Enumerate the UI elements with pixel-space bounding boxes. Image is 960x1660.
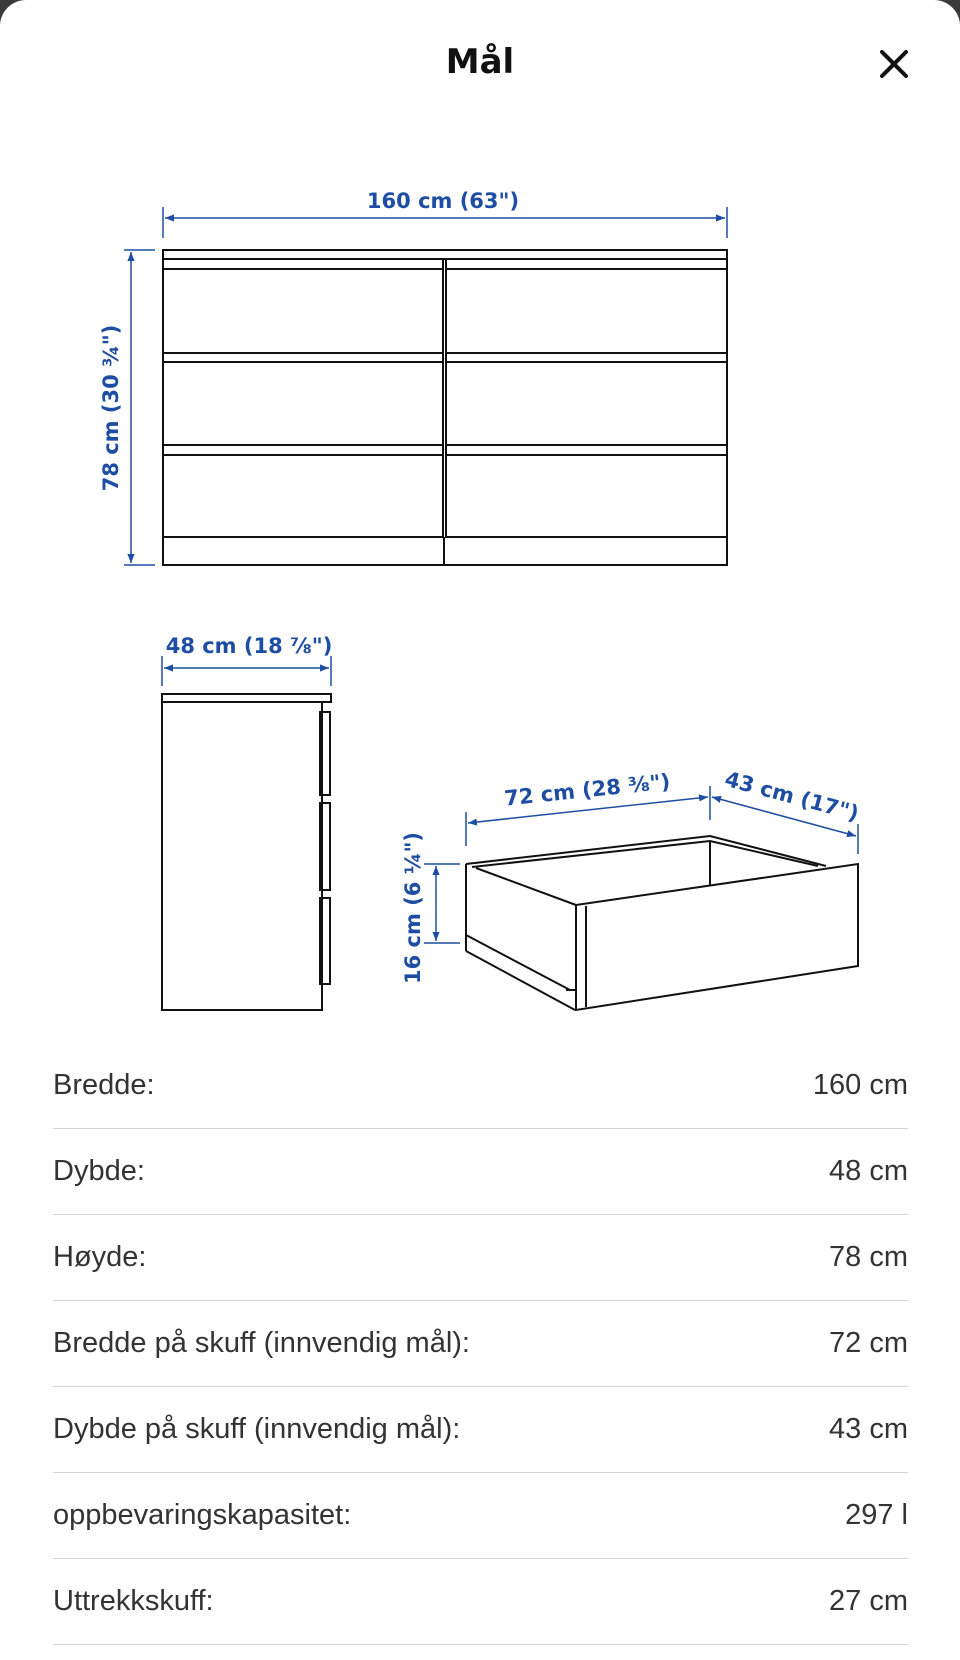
spec-value: 43 cm — [829, 1413, 908, 1445]
spec-row-height — [53, 1215, 908, 1301]
spec-label: Høyde: — [53, 1241, 147, 1273]
drawer-height-label: 16 cm (6 ¼") — [401, 832, 425, 984]
front-height-label: 78 cm (30 ¾") — [99, 324, 123, 492]
spec-row-drawer-depth — [53, 1387, 908, 1473]
spec-row-storage-capacity — [53, 1473, 908, 1559]
spec-label: Dybde: — [53, 1155, 145, 1187]
dimension-drawing — [0, 170, 960, 1020]
close-icon — [870, 40, 918, 88]
side-view — [162, 694, 331, 1010]
drawer-depth-label: 43 cm (17") — [722, 766, 862, 826]
spec-list — [53, 1043, 908, 1645]
spec-row-width — [53, 1043, 908, 1129]
spec-label: oppbevaringskapasitet: — [53, 1499, 352, 1531]
spec-label: Bredde på skuff (innvendig mål): — [53, 1327, 470, 1359]
page-title: Mål — [445, 42, 515, 82]
spec-value: 78 cm — [829, 1241, 908, 1273]
front-dimensions — [124, 207, 727, 565]
spec-label: Dybde på skuff (innvendig mål): — [53, 1413, 461, 1445]
spec-row-drawer-extension — [53, 1559, 908, 1645]
drawer-width-label: 72 cm (28 ⅜") — [503, 769, 672, 811]
spec-row-depth — [53, 1129, 908, 1215]
front-width-label: 160 cm (63") — [366, 189, 520, 213]
spec-label: Bredde: — [53, 1069, 155, 1101]
sheet-header — [0, 0, 960, 120]
close-button[interactable] — [870, 40, 918, 88]
side-depth-label: 48 cm (18 ⅞") — [165, 634, 333, 658]
side-dimensions — [162, 656, 331, 686]
drawer-view — [466, 836, 858, 1010]
spec-value: 48 cm — [829, 1155, 908, 1187]
spec-value: 160 cm — [812, 1069, 908, 1101]
spec-label: Uttrekkskuff: — [53, 1585, 214, 1617]
front-view — [163, 250, 727, 565]
dimension-illustration — [0, 170, 960, 1020]
spec-row-drawer-width — [53, 1301, 908, 1387]
spec-value: 27 cm — [829, 1585, 908, 1617]
spec-value: 297 l — [845, 1499, 908, 1531]
spec-value: 72 cm — [829, 1327, 908, 1359]
